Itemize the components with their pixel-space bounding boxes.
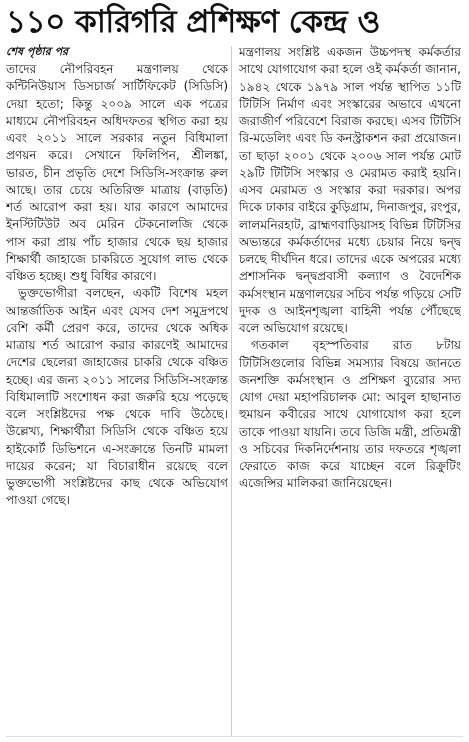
continued-label: শেষ পৃষ্ঠার পর: [6, 45, 69, 58]
column-divider: [231, 46, 232, 736]
left-paragraph-2: ভুক্তভোগীরা বলছেন, একটি বিশেষ মহল আন্তর্জাতিক আইন এবং যেসব দেশ সমুদ্রপথে বেশি কর্মী প্রেরণ করে, তাদের থেকে অধিক মাত্রায় শর্ত আরোপ করার কারণেই আমাদের দেশের ছেলেরা জাহাজের চাকরি থেকে বঞ্চিত হচ্ছে। এর জন্য ২০১১ সালের সিডিসি-সংক্রান্ত বিধিমালাটি সংশোধন করা জরুরি হয়ে পড়েছে বলে সংশ্লিষ্টদের পক্ষ থেকে দাবি উঠেছে। উল্লেখ্য, শিক্ষার্থীরা সিডিসি থেকে বঞ্চিত হয়ে হাইকোর্ট ডিভিশনে এ-সংক্রান্তে তিনটি মামলা দায়ের করেন; যা বিচারাধীন রয়েছে বলে ভুক্তভোগী সংশ্লিষ্টদের কাছ থেকে অভিযোগ পাওয়া গেছে।: [6, 286, 228, 508]
headline: ১১০ কারিগরি প্রশিক্ষণ কেন্দ্র ও: [6, 4, 380, 40]
right-paragraph-1: মন্ত্রণালয় সংশ্লিষ্ট একজন উচ্চপদস্থ কর্মকর্তার সাথে যোগাযোগ করা হলে ওই কর্মকর্তা জানান, ১৯৪২ থেকে ১৯৭৯ সাল পর্যন্ত স্থাপিত ১১টি টিটিসি নির্মাণ এবং সংস্কারের অভাবে এখনো জরাজীর্ণ পরিবেশে বিরাজ করছে। এসব টিটিসি রি-মডেলিং এবং ডি কনস্ট্রাকশন করা প্রয়োজন। তা ছাড়া ২০০১ থেকে ২০০৬ সাল পর্যন্ত মোট ২৯টি টিটিসি সংস্কার ও মেরামত করাই হয়নি। এসব মেরামত ও সংস্কার করা দরকার। অপর দিকে ঢাকার বাইরে কুড়িগ্রাম, দিনাজপুর, রংপুর, লালমনিরহাট, ব্রাহ্মণবাড়িয়াসহ বিভিন্ন টিটিসির অভ্যন্তরে কর্মকর্তাদের মধ্যে চেয়ার নিয়ে দ্বন্দ্ব চলছে দীর্ঘদিন ধরে। তাদের একে অপরের মধ্যে প্রশাসনিক দ্বন্দ্বপ্রবাসী কল্যাণ ও বৈদেশিক কর্মসংস্থান মন্ত্রণালয়ের সচিব পর্যন্ত গড়িয়ে সেটি দুদক ও আইনশৃঙ্খলা বাহিনী পর্যন্ত পৌঁছেছে বলে অভিযোগ রয়েছে।: [239, 45, 461, 335]
right-paragraph-2: গতকাল বৃহস্পতিবার রাত ৮টায় টিটিসিগুলোর বিভিন্ন সমস্যার বিষয়ে জানতে জনশক্তি কর্মসংস্থান ও প্রশিক্ষণ ব্যুরোর সদ্য যোগ দেয়া মহাপরিচালক মো: আবুল হাছানাত হুমায়ন কবীরের সাথে যোগাযোগ করা হলে তাকে পাওয়া যায়নি। তবে ডিজি মন্ত্রী, প্রতিমন্ত্রী ও সচিবের দিকনির্দেশনায় তার দফতরে শৃঙ্খলা ফেরাতে কাজ করে যাচ্ছেন বলে রিক্রুটিং এজেন্সির মালিকরা জানিয়েছেন।: [239, 338, 461, 491]
bottom-divider: [6, 736, 463, 737]
right-column: [239, 44, 461, 734]
left-paragraph-1: তাদের নৌপরিবহন মন্ত্রণালয় থেকে কন্টিনিউয়াস ডিসচার্জ সার্টিফিকেট (সিডিসি) দেয়া হতো; কিন্তু ২০০৯ সালে এক পত্রের মাধ্যমে নৌপরিবহন অধিদফতর স্থগিত করা হয় এবং ২০১১ সালে সরকার নতুন বিধিমালা প্রণয়ন করে। সেখানে ফিলিপিন, শ্রীলঙ্কা, ভারত, চীন প্রভৃতি দেশে সিডিসি-সংক্রান্ত রুল আছে। তার চেয়ে অতিরিক্ত মাত্রায় (বাড়তি) শর্ত আরোপ করা হয়। যার কারণে আমাদের ইনস্টিটিউট অব মেরিন টেকনোলজি থেকে পাস করা প্রায় পাঁচ হাজার থেকে ছয় হাজার শিক্ষার্থী জাহাজে চাকরিতে সুযোগ লাভ থেকে বঞ্চিত হচ্ছে। শুধু বিধির কারণে।: [6, 62, 228, 283]
left-column: [6, 44, 228, 734]
